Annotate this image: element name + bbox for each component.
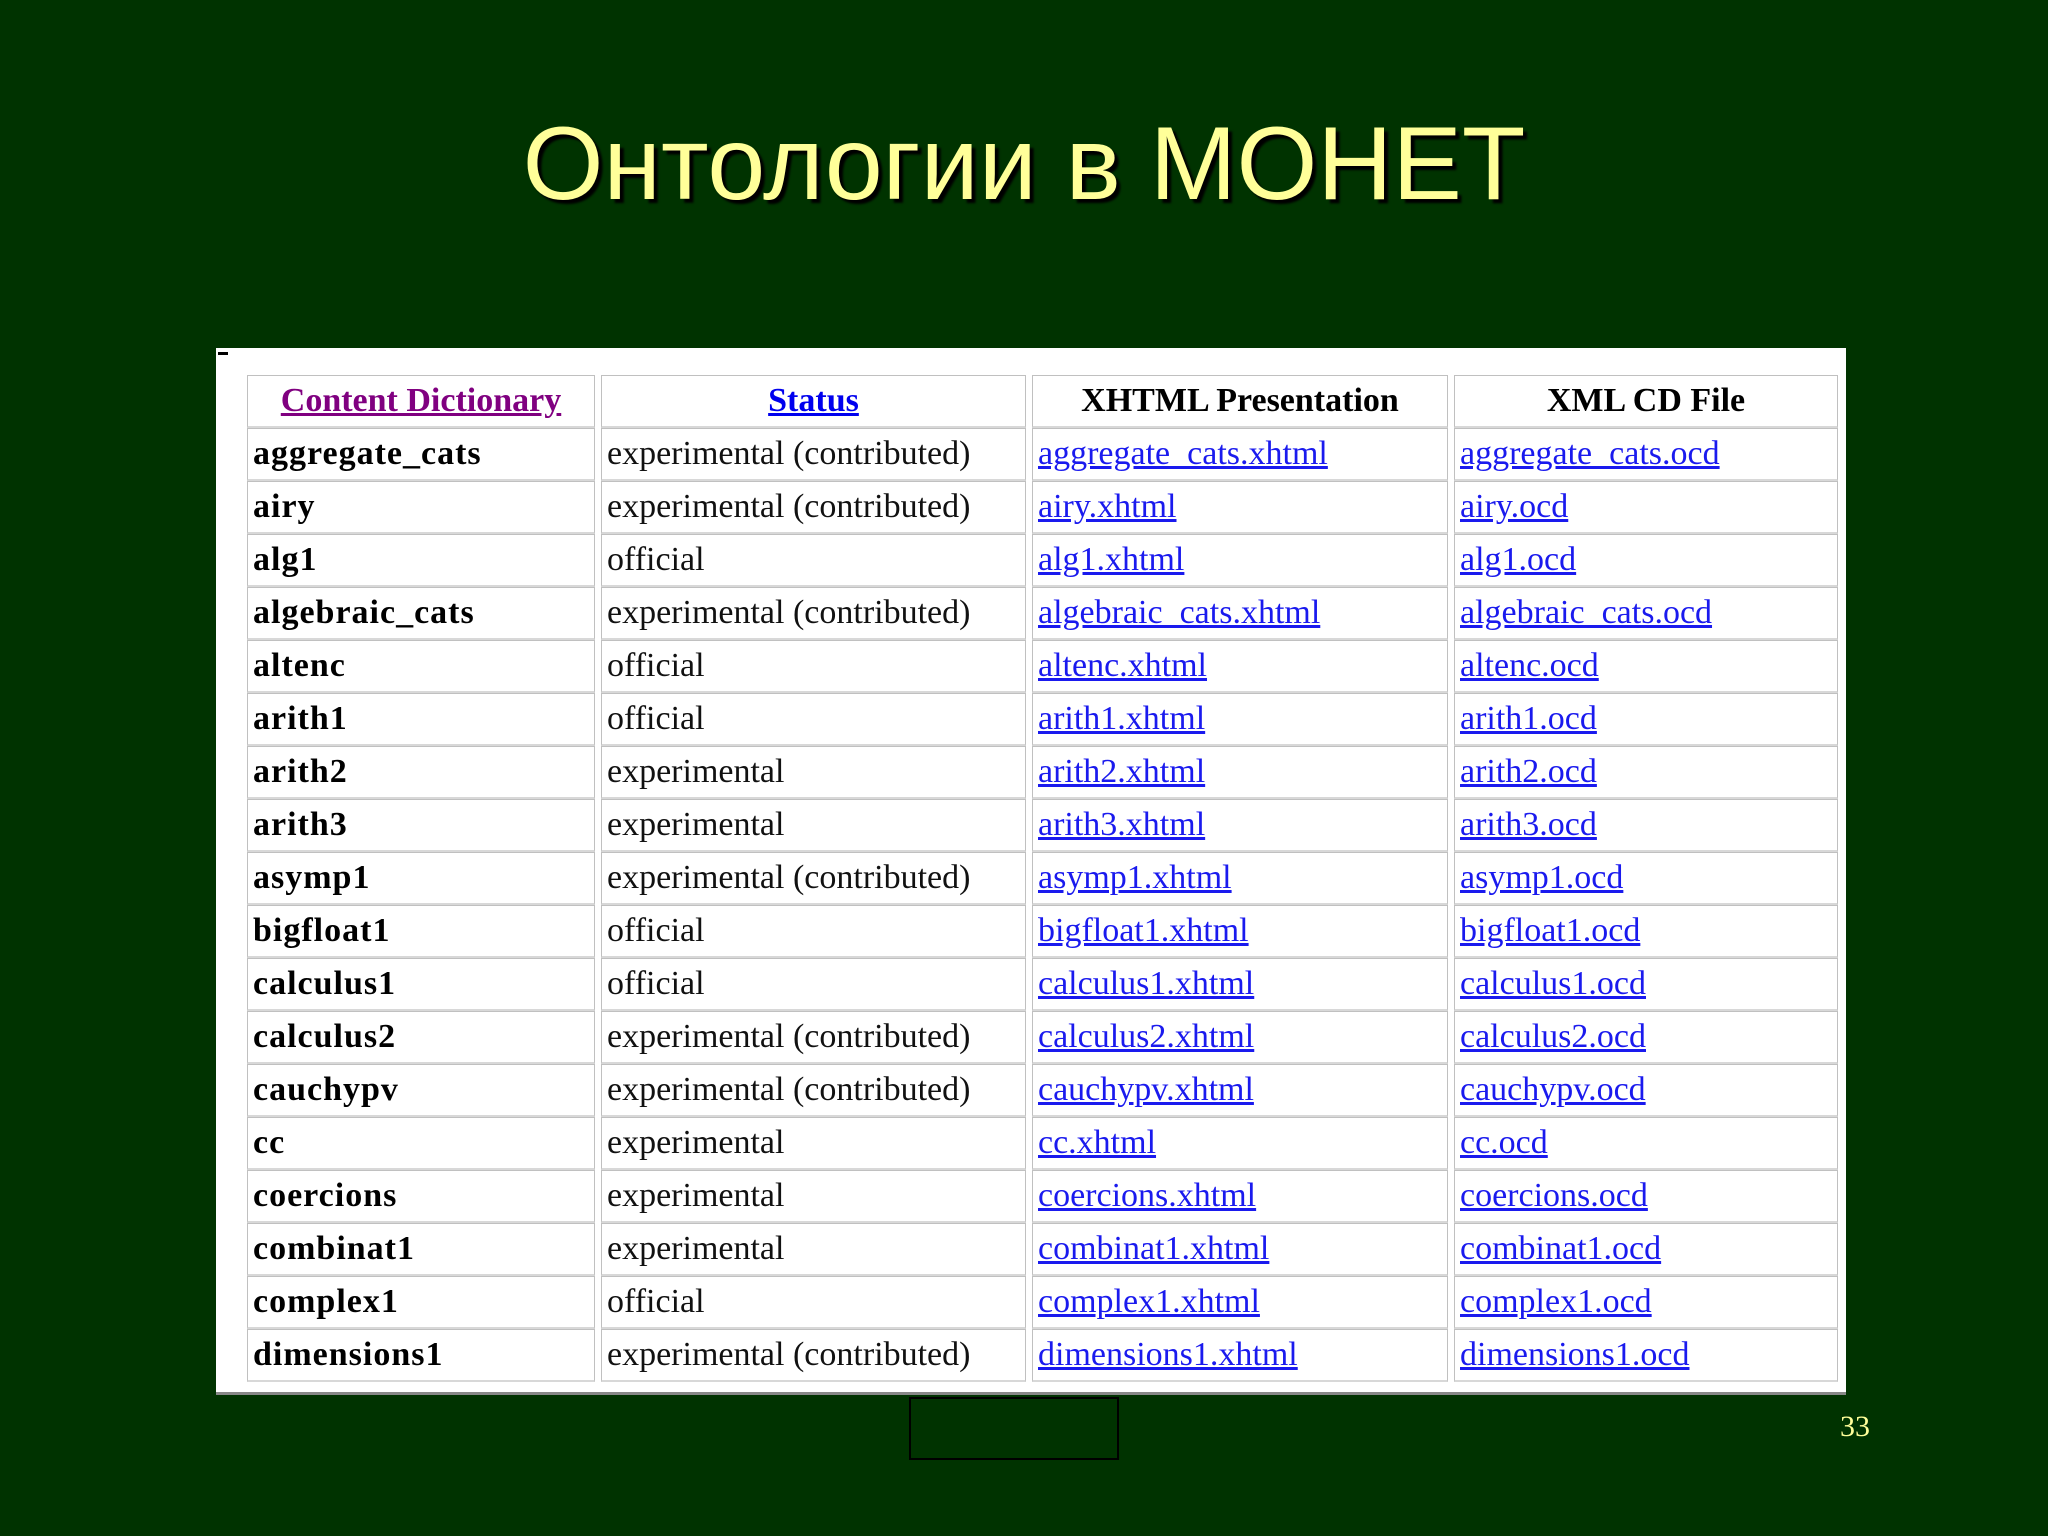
- cd-status: experimental (contributed): [601, 1011, 1026, 1064]
- corner-mark: [218, 352, 228, 355]
- table-row: [247, 587, 1838, 640]
- xhtml-link[interactable]: arith1.xhtml: [1032, 693, 1448, 746]
- ocd-link[interactable]: calculus1.ocd: [1454, 958, 1838, 1011]
- table-row: [247, 1064, 1838, 1117]
- cd-status: experimental: [601, 799, 1026, 852]
- xhtml-link[interactable]: arith3.xhtml: [1032, 799, 1448, 852]
- cd-status: experimental (contributed): [601, 481, 1026, 534]
- table-row: [247, 852, 1838, 905]
- footer-box: [909, 1397, 1119, 1460]
- cd-name: airy: [247, 481, 595, 534]
- table-row: [247, 1011, 1838, 1064]
- cd-name: calculus1: [247, 958, 595, 1011]
- cd-name: arith3: [247, 799, 595, 852]
- xhtml-link[interactable]: altenc.xhtml: [1032, 640, 1448, 693]
- ocd-link[interactable]: dimensions1.ocd: [1454, 1329, 1838, 1382]
- cd-status: official: [601, 534, 1026, 587]
- cd-status: experimental (contributed): [601, 1329, 1026, 1382]
- cd-name: coercions: [247, 1170, 595, 1223]
- ocd-link[interactable]: cc.ocd: [1454, 1117, 1838, 1170]
- ocd-link[interactable]: calculus2.ocd: [1454, 1011, 1838, 1064]
- xhtml-link[interactable]: alg1.xhtml: [1032, 534, 1448, 587]
- table-row: [247, 1117, 1838, 1170]
- table-row: [247, 1223, 1838, 1276]
- ocd-link[interactable]: alg1.ocd: [1454, 534, 1838, 587]
- cd-name: algebraic_cats: [247, 587, 595, 640]
- table-header-row: [247, 375, 1838, 428]
- table-row: [247, 1329, 1838, 1382]
- table-screenshot: [216, 348, 1846, 1395]
- ocd-link[interactable]: complex1.ocd: [1454, 1276, 1838, 1329]
- cd-status: experimental (contributed): [601, 587, 1026, 640]
- cd-status: experimental (contributed): [601, 852, 1026, 905]
- ocd-link[interactable]: aggregate_cats.ocd: [1454, 428, 1838, 481]
- ocd-link[interactable]: coercions.ocd: [1454, 1170, 1838, 1223]
- ocd-link[interactable]: bigfloat1.ocd: [1454, 905, 1838, 958]
- ocd-link[interactable]: altenc.ocd: [1454, 640, 1838, 693]
- ocd-link[interactable]: asymp1.ocd: [1454, 852, 1838, 905]
- xhtml-link[interactable]: complex1.xhtml: [1032, 1276, 1448, 1329]
- slide-number: 33: [1840, 1410, 1870, 1443]
- table-row: [247, 640, 1838, 693]
- xhtml-link[interactable]: asymp1.xhtml: [1032, 852, 1448, 905]
- header-status-link[interactable]: Status: [601, 375, 1026, 428]
- ocd-link[interactable]: combinat1.ocd: [1454, 1223, 1838, 1276]
- cd-status: experimental: [601, 1223, 1026, 1276]
- cd-name: asymp1: [247, 852, 595, 905]
- xhtml-link[interactable]: bigfloat1.xhtml: [1032, 905, 1448, 958]
- cd-name: calculus2: [247, 1011, 595, 1064]
- table-row: [247, 1170, 1838, 1223]
- xhtml-link[interactable]: cc.xhtml: [1032, 1117, 1448, 1170]
- cd-status: experimental (contributed): [601, 428, 1026, 481]
- cd-name: cc: [247, 1117, 595, 1170]
- cd-name: aggregate_cats: [247, 428, 595, 481]
- cd-name: bigfloat1: [247, 905, 595, 958]
- table-row: [247, 534, 1838, 587]
- table-row: [247, 958, 1838, 1011]
- header-content-dictionary-link[interactable]: Content Dictionary: [247, 375, 595, 428]
- slide-title: Онтологии в МОНЕТ: [522, 106, 1526, 222]
- table-row: [247, 799, 1838, 852]
- table-row: [247, 693, 1838, 746]
- ocd-link[interactable]: arith3.ocd: [1454, 799, 1838, 852]
- cd-status: official: [601, 905, 1026, 958]
- cd-name: cauchypv: [247, 1064, 595, 1117]
- cd-status: experimental: [601, 1117, 1026, 1170]
- xhtml-link[interactable]: combinat1.xhtml: [1032, 1223, 1448, 1276]
- cd-status: official: [601, 958, 1026, 1011]
- ocd-link[interactable]: algebraic_cats.ocd: [1454, 587, 1838, 640]
- cd-name: combinat1: [247, 1223, 595, 1276]
- xhtml-link[interactable]: aggregate_cats.xhtml: [1032, 428, 1448, 481]
- cd-status: experimental: [601, 1170, 1026, 1223]
- cd-status: official: [601, 693, 1026, 746]
- cd-name: dimensions1: [247, 1329, 595, 1382]
- xhtml-link[interactable]: calculus1.xhtml: [1032, 958, 1448, 1011]
- xhtml-link[interactable]: calculus2.xhtml: [1032, 1011, 1448, 1064]
- cd-status: official: [601, 1276, 1026, 1329]
- ocd-link[interactable]: arith2.ocd: [1454, 746, 1838, 799]
- cd-name: altenc: [247, 640, 595, 693]
- xhtml-link[interactable]: cauchypv.xhtml: [1032, 1064, 1448, 1117]
- cd-name: complex1: [247, 1276, 595, 1329]
- content-dictionary-table: [241, 375, 1844, 1382]
- xhtml-link[interactable]: arith2.xhtml: [1032, 746, 1448, 799]
- table-row: [247, 905, 1838, 958]
- cd-name: arith1: [247, 693, 595, 746]
- table-row: [247, 428, 1838, 481]
- ocd-link[interactable]: airy.ocd: [1454, 481, 1838, 534]
- table-row: [247, 481, 1838, 534]
- xhtml-link[interactable]: algebraic_cats.xhtml: [1032, 587, 1448, 640]
- xhtml-link[interactable]: dimensions1.xhtml: [1032, 1329, 1448, 1382]
- table-row: [247, 746, 1838, 799]
- cd-status: experimental: [601, 746, 1026, 799]
- cd-status: official: [601, 640, 1026, 693]
- xhtml-link[interactable]: coercions.xhtml: [1032, 1170, 1448, 1223]
- ocd-link[interactable]: cauchypv.ocd: [1454, 1064, 1838, 1117]
- ocd-link[interactable]: arith1.ocd: [1454, 693, 1838, 746]
- xhtml-link[interactable]: airy.xhtml: [1032, 481, 1448, 534]
- table-row: [247, 1276, 1838, 1329]
- header-xml-cd-file: XML CD File: [1454, 375, 1838, 428]
- cd-name: arith2: [247, 746, 595, 799]
- cd-name: alg1: [247, 534, 595, 587]
- cd-status: experimental (contributed): [601, 1064, 1026, 1117]
- header-xhtml-presentation: XHTML Presentation: [1032, 375, 1448, 428]
